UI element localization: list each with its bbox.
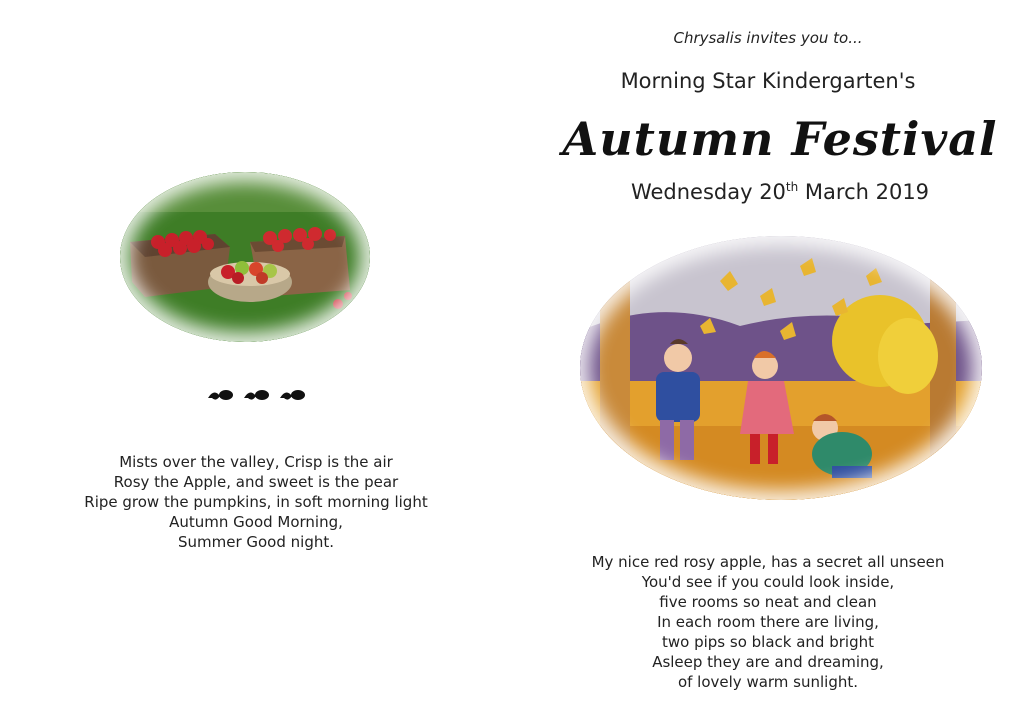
children-leaves-painting bbox=[580, 236, 982, 500]
verse-line: You'd see if you could look inside, bbox=[641, 573, 895, 591]
verse-line: Summer Good night. bbox=[177, 533, 335, 551]
verse-line: five rooms so neat and clean bbox=[659, 593, 877, 611]
date-rest: March 2019 bbox=[798, 180, 930, 204]
invite-line: Chrysalis invites you to... bbox=[673, 29, 863, 47]
apple-verse bbox=[552, 552, 984, 692]
verse-line: two pips so black and bright bbox=[662, 633, 874, 651]
verse-line: My nice red rosy apple, has a secret all unseen bbox=[591, 553, 945, 571]
verse-line: Asleep they are and dreaming, bbox=[652, 653, 884, 671]
date-suffix: th bbox=[785, 180, 799, 194]
school-name: Morning Star Kindergarten's bbox=[620, 69, 916, 93]
ornament-divider-icon bbox=[204, 384, 314, 406]
date-prefix: Wednesday 20 bbox=[630, 180, 786, 204]
event-title: Autumn Festival bbox=[562, 112, 998, 166]
verse-line: In each room there are living, bbox=[657, 613, 879, 631]
event-date bbox=[512, 180, 1024, 204]
verse-line: of lovely warm sunlight. bbox=[677, 673, 859, 691]
verse-line: Autumn Good Morning, bbox=[169, 513, 343, 531]
verse-line: Ripe grow the pumpkins, in soft morning light bbox=[84, 493, 428, 511]
apples-photo bbox=[120, 172, 370, 342]
verse-line: Rosy the Apple, and sweet is the pear bbox=[113, 473, 399, 491]
autumn-verse bbox=[40, 452, 472, 552]
verse-line: Mists over the valley, Crisp is the air bbox=[119, 453, 393, 471]
right-page bbox=[512, 0, 1024, 723]
